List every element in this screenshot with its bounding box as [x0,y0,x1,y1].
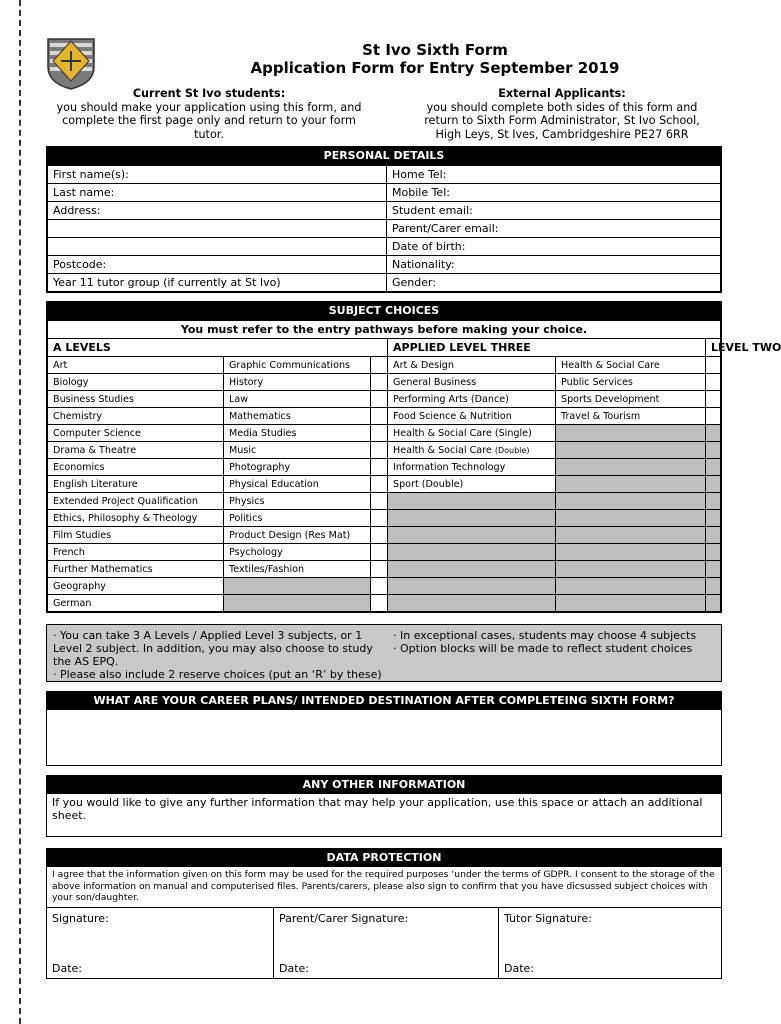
applied-subject [388,561,556,578]
date-label: Date: [52,962,82,975]
mobile-tel-field[interactable]: Mobile Tel: [387,184,721,202]
data-protection-section [46,848,722,979]
choice-box [706,493,721,510]
subject-row [48,442,721,459]
applied-subject[interactable]: Performing Arts (Dance) [388,391,556,408]
date-label: Date: [279,962,309,975]
form-subtitle: Application Form for Entry September 2019 [250,59,620,77]
data-protection-statement: I agree that the information given on this form may be used for the required purposes ‘under the terms of GDPR. I consent to the storage of the above information on manual and computerised files. Parents/carers, please also sign to confirm that you have dicsussed subject choices with your son/daughter. [52,869,715,903]
subject-choices-heading: SUBJECT CHOICES [47,302,721,320]
choice-box [706,595,721,612]
parent-signature-box[interactable] [273,908,499,978]
current-line: you should make your application using this form, and [56,100,362,114]
entry-pathways-note: You must refer to the entry pathways before making your choice. [48,321,721,339]
applied-subject[interactable] [388,442,556,459]
a-level-subject[interactable]: Business Studies [48,391,224,408]
a-level-subject[interactable]: Chemistry [48,408,224,425]
applied-subject [388,527,556,544]
level-two-header: LEVEL TWO [706,339,721,357]
subject-row [48,425,721,442]
school-crest-icon [46,37,96,91]
form-title: St Ivo Sixth Form [362,41,508,59]
applied-suffix: (Double) [494,445,530,455]
external-line: return to Sixth Form Administrator, St Ivo School, [424,114,700,127]
nationality-field[interactable]: Nationality: [387,256,721,274]
choice-box[interactable] [371,493,388,510]
level-two-subject [556,493,706,510]
choice-box [706,476,721,493]
subject-row [48,595,721,612]
level-two-subject [556,459,706,476]
subject-row [48,510,721,527]
a-level-subject[interactable]: French [48,544,224,561]
a-level-subject[interactable]: Mathematics [224,408,371,425]
date-label: Date: [504,962,534,975]
subject-choices-section [46,301,781,613]
choice-box [706,442,721,459]
subject-row [48,391,721,408]
student-signature-box[interactable] [47,908,273,978]
tutor-group-field[interactable]: Year 11 tutor group (if currently at St Ivo) [48,274,387,292]
level-two-subject [556,561,706,578]
note-text: · Option blocks will be made to reflect student choices [393,642,693,655]
choice-box [706,425,721,442]
choice-notes [46,624,722,682]
tutor-signature-label: Tutor Signature: [504,912,592,925]
subject-row [48,493,721,510]
choice-box[interactable] [371,527,388,544]
current-heading: Current St Ivo students: [132,87,286,100]
level-two-subject [556,510,706,527]
applied-subject[interactable]: Food Science & Nutrition [388,408,556,425]
subject-row [48,578,721,595]
choice-box[interactable] [371,595,388,612]
a-level-subject[interactable]: Physics [224,493,371,510]
note-text: · Please also include 2 reserve choices (put an ‘R’ by these) [53,668,382,681]
gender-field[interactable]: Gender: [387,274,721,292]
applied-subject [388,595,556,612]
a-level-subject[interactable]: Computer Science [48,425,224,442]
external-applicants-info [392,87,732,141]
other-information-input[interactable]: If you would like to give any further information that may help your application, use this space or attach an additional sheet. [52,796,703,822]
level-two-subject[interactable]: Public Services [556,374,706,391]
a-level-subject [224,578,371,595]
student-email-field[interactable]: Student email: [387,202,721,220]
note-text: · In exceptional cases, students may choose 4 subjects [393,629,697,642]
cut-line [19,0,21,1024]
level-two-subject [556,442,706,459]
personal-details-table [47,165,721,292]
a-level-subject[interactable]: Photography [224,459,371,476]
signature-label: Signature: [52,912,109,925]
choice-box[interactable] [371,510,388,527]
level-two-subject[interactable]: Travel & Tourism [556,408,706,425]
level-two-subject [556,544,706,561]
level-two-subject [556,527,706,544]
current-line: complete the first page only and return to your form tutor. [62,114,356,141]
personal-details-heading: PERSONAL DETAILS [47,147,721,165]
a-level-subject[interactable]: Ethics, Philosophy & Theology [48,510,224,527]
subject-row [48,476,721,493]
applied-subject[interactable]: Information Technology [388,459,556,476]
level-two-subject [556,578,706,595]
choice-box[interactable] [371,442,388,459]
a-level-subject[interactable]: Politics [224,510,371,527]
choice-box[interactable] [706,357,721,374]
applied-subject[interactable]: Health & Social Care (Single) [388,425,556,442]
applied-subject [388,544,556,561]
level-two-subject [556,476,706,493]
choice-box[interactable] [371,476,388,493]
first-name-field[interactable]: First name(s): [48,166,387,184]
choice-box[interactable] [706,374,721,391]
career-plans-section [46,691,722,766]
a-level-subject [224,595,371,612]
level-two-subject[interactable]: Sports Development [556,391,706,408]
choice-box[interactable] [371,391,388,408]
a-level-subject[interactable]: Law [224,391,371,408]
personal-details-section [46,146,722,293]
choice-box[interactable] [706,408,721,425]
choice-box[interactable] [371,561,388,578]
applied-subject [388,493,556,510]
choice-box [706,561,721,578]
subject-row [48,459,721,476]
a-level-subject[interactable]: Drama & Theatre [48,442,224,459]
subject-choices-table [47,320,781,612]
choice-box [706,510,721,527]
level-two-subject [556,595,706,612]
choice-box[interactable] [371,578,388,595]
address-line-field[interactable] [48,238,387,256]
parent-email-field[interactable]: Parent/Carer email: [387,220,721,238]
level-two-subject[interactable]: Health & Social Care [556,357,706,374]
choice-box[interactable] [371,459,388,476]
last-name-field[interactable]: Last name: [48,184,387,202]
address-line-field[interactable] [48,220,387,238]
a-level-subject[interactable]: Music [224,442,371,459]
choice-box[interactable] [371,425,388,442]
parent-signature-label: Parent/Carer Signature: [279,912,409,925]
current-students-info [46,87,372,141]
date-of-birth-field[interactable]: Date of birth: [387,238,721,256]
postcode-field[interactable]: Postcode: [48,256,387,274]
subject-row [48,408,721,425]
choice-box [706,527,721,544]
level-two-subject [556,425,706,442]
a-level-subject[interactable]: Biology [48,374,224,391]
applied-subject [388,578,556,595]
career-plans-input[interactable] [47,710,721,765]
a-levels-header: A LEVELS [48,339,388,357]
applied-subject [388,510,556,527]
a-level-subject[interactable]: Extended Project Qualification [48,493,224,510]
a-level-subject[interactable]: English Literature [48,476,224,493]
a-level-subject[interactable]: Art [48,357,224,374]
tutor-signature-box[interactable] [498,908,721,978]
a-level-subject[interactable]: Further Mathematics [48,561,224,578]
applied-subject[interactable]: Art & Design [388,357,556,374]
other-information-heading: ANY OTHER INFORMATION [47,776,721,794]
a-level-subject[interactable]: Media Studies [224,425,371,442]
choice-box [706,459,721,476]
subject-row [48,544,721,561]
subject-row [48,527,721,544]
other-information-section [46,775,722,837]
a-level-subject[interactable]: Economics [48,459,224,476]
signature-row [47,907,721,978]
choice-box [706,544,721,561]
address-field[interactable]: Address: [48,202,387,220]
choice-box[interactable] [706,391,721,408]
a-level-subject[interactable]: Psychology [224,544,371,561]
a-level-subject[interactable]: History [224,374,371,391]
choice-box[interactable] [371,357,388,374]
applied-subject[interactable]: Sport (Double) [388,476,556,493]
subject-row [48,561,721,578]
data-protection-heading: DATA PROTECTION [47,849,721,867]
a-level-subject[interactable]: Physical Education [224,476,371,493]
a-level-subject[interactable]: Textiles/Fashion [224,561,371,578]
subject-row [48,374,721,391]
a-level-subject[interactable]: Graphic Communications [224,357,371,374]
choice-box[interactable] [371,408,388,425]
a-level-subject[interactable]: Product Design (Res Mat) [224,527,371,544]
applied-subject-label: Health & Social Care [393,444,492,456]
a-level-subject[interactable]: German [48,595,224,612]
applied-subject[interactable]: General Business [388,374,556,391]
home-tel-field[interactable]: Home Tel: [387,166,721,184]
a-level-subject[interactable]: Geography [48,578,224,595]
applied-level-three-header: APPLIED LEVEL THREE [388,339,706,357]
career-plans-heading: WHAT ARE YOUR CAREER PLANS/ INTENDED DESTINATION AFTER COMPLETEING SIXTH FORM? [47,692,721,710]
a-level-subject[interactable]: Film Studies [48,527,224,544]
choice-box[interactable] [371,544,388,561]
choice-box[interactable] [371,374,388,391]
note-text: · You can take 3 A Levels / Applied Level 3 subjects, or 1 Level 2 subject. In addition, you may also choose to study the AS EPQ. [53,629,373,668]
subject-row [48,357,721,374]
choice-box [706,578,721,595]
external-heading: External Applicants: [498,87,626,100]
external-line: High Leys, St Ives, Cambridgeshire PE27 6RR [435,127,689,141]
external-line: you should complete both sides of this form and [426,100,698,114]
